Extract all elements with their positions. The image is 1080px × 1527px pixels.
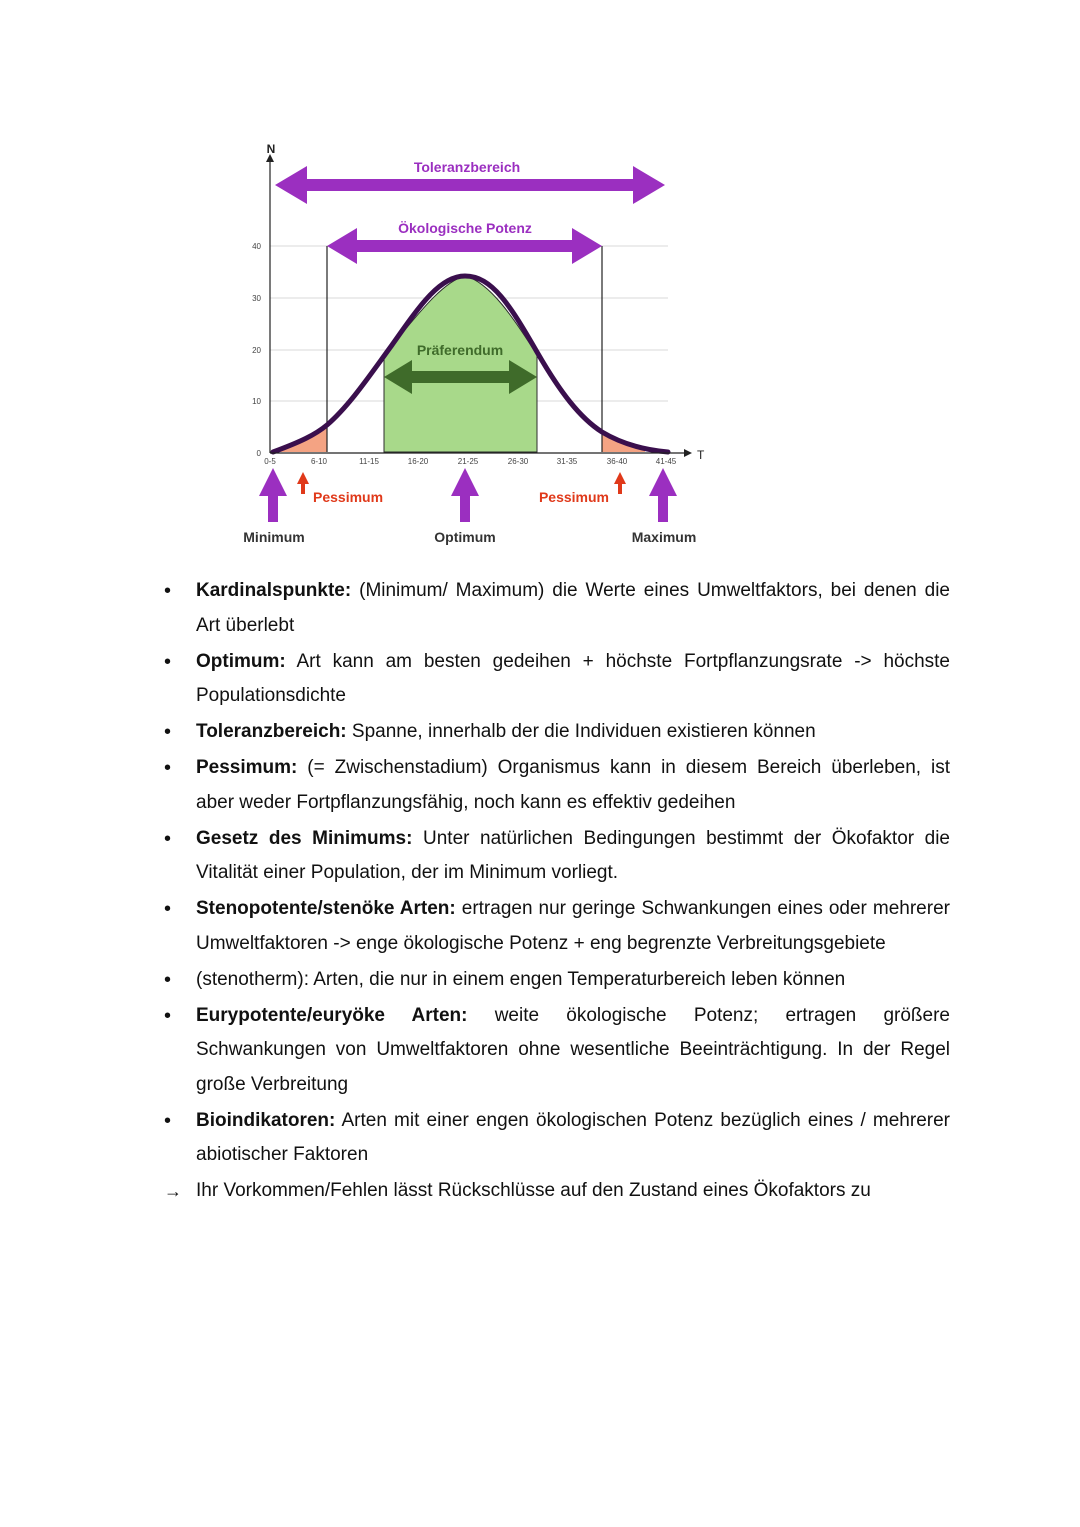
optimum-arrow <box>451 468 479 522</box>
y-tick-label: 0 <box>256 449 261 458</box>
x-axis-arrowhead <box>684 449 692 457</box>
maximum-arrow <box>649 468 677 522</box>
praeferendum-label: Präferendum <box>416 342 504 358</box>
pessimum-left-label: Pessimum <box>313 489 384 505</box>
pessimum-right-label: Pessimum <box>538 489 609 505</box>
bullet: • <box>164 721 172 743</box>
x-tick-label: 0-5 <box>264 457 276 466</box>
item-text: weite ökologische Potenz; ertragen größere Schwankungen von Umweltfaktoren ohne wesentliche Beeinträchtigung. In der Regel große Verbreitung <box>196 1004 951 1095</box>
list-item <box>164 892 950 961</box>
bullet: • <box>164 1004 172 1027</box>
list-item <box>164 645 950 714</box>
item-term: Gesetz des Minimums: <box>196 827 413 849</box>
list-item <box>164 715 950 750</box>
pessimum-right-arrow <box>614 472 626 494</box>
x-ticks <box>264 457 677 466</box>
x-axis-label: T <box>697 448 705 462</box>
bullet: • <box>164 1109 172 1132</box>
y-axis-label: N <box>266 142 276 156</box>
bullet: • <box>164 898 172 920</box>
y-tick-label: 40 <box>252 242 261 251</box>
arrow-right-icon: → <box>164 1181 182 1201</box>
item-text: ertragen nur geringe Schwankungen eines oder mehrerer Umweltfaktoren -> enge ökologische Potenz + eng begrenzte Verbreitungsgebiete <box>196 898 950 954</box>
bullet: • <box>164 968 172 991</box>
item-term: Kardinalspunkte: <box>196 580 352 601</box>
x-tick-label: 21-25 <box>457 457 479 466</box>
item-term: Stenopotente/stenöke Arten: <box>196 898 456 919</box>
item-text: Spanne, innerhalb der die Individuen existieren können <box>346 721 816 742</box>
item-text: (stenotherm): Arten, die nur in einem engen Temperaturbereich leben können <box>196 968 846 990</box>
list-item <box>164 963 950 998</box>
x-tick-label: 16-20 <box>407 457 429 466</box>
x-tick-label: 26-30 <box>507 457 529 466</box>
y-ticks <box>252 242 261 458</box>
list-item <box>164 1104 950 1173</box>
optimum-label: Optimum <box>434 529 496 545</box>
y-tick-label: 20 <box>252 346 261 355</box>
bullet: • <box>164 650 172 673</box>
minimum-label: Minimum <box>243 529 305 545</box>
x-tick-label: 36-40 <box>606 457 628 466</box>
item-term: Eurypotente/euryöke Arten: <box>196 1004 468 1026</box>
item-term: Pessimum: <box>196 757 298 778</box>
item-text: Arten mit einer engen ökologischen Potenz bezüglich eines / mehrerer abiotischer Faktoren <box>196 1109 950 1165</box>
tolerance-diagram <box>0 0 1080 560</box>
bullet: • <box>164 580 172 602</box>
item-term: Toleranzbereich: <box>196 721 347 742</box>
bullet: • <box>164 757 172 779</box>
item-text: (= Zwischenstadium) Organismus kann in diesem Bereich überleben, ist aber weder Fortpflanzungsfähig, noch kann es effektiv gedeihen <box>196 757 950 813</box>
toleranz-label: Toleranzbereich <box>413 159 521 175</box>
x-tick-label: 31-35 <box>556 457 578 466</box>
y-tick-label: 10 <box>252 397 261 406</box>
item-text: Ihr Vorkommen/Fehlen lässt Rückschlüsse auf den Zustand eines Ökofaktors zu <box>196 1180 871 1201</box>
list-item <box>164 574 950 643</box>
list-item <box>164 822 950 891</box>
pessimum-left-arrow <box>297 472 309 494</box>
x-tick-label: 6-10 <box>310 457 328 466</box>
x-tick-label: 11-15 <box>359 457 379 466</box>
list-item <box>164 999 950 1103</box>
y-tick-label: 30 <box>252 294 261 303</box>
item-text: Art kann am besten gedeihen + höchste Fortpflanzungsrate -> höchste Populationsdichte <box>196 650 950 706</box>
item-text: (Minimum/ Maximum) die Werte eines Umweltfaktors, bei denen die Art überlebt <box>196 580 950 636</box>
item-term: Optimum: <box>196 650 286 672</box>
x-tick-label: 41-45 <box>655 457 677 466</box>
minimum-arrow <box>259 468 287 522</box>
item-text: Unter natürlichen Bedingungen bestimmt der Ökofaktor die Vitalität einer Population, der im Minimum vorliegt. <box>196 827 951 883</box>
list-item-conclusion <box>164 1174 950 1209</box>
potenz-label: Ökologische Potenz <box>398 220 532 236</box>
maximum-label: Maximum <box>631 529 697 545</box>
definition-list <box>164 574 950 1210</box>
list-item <box>164 751 950 820</box>
bullet: • <box>164 827 172 850</box>
item-term: Bioindikatoren: <box>196 1109 336 1131</box>
